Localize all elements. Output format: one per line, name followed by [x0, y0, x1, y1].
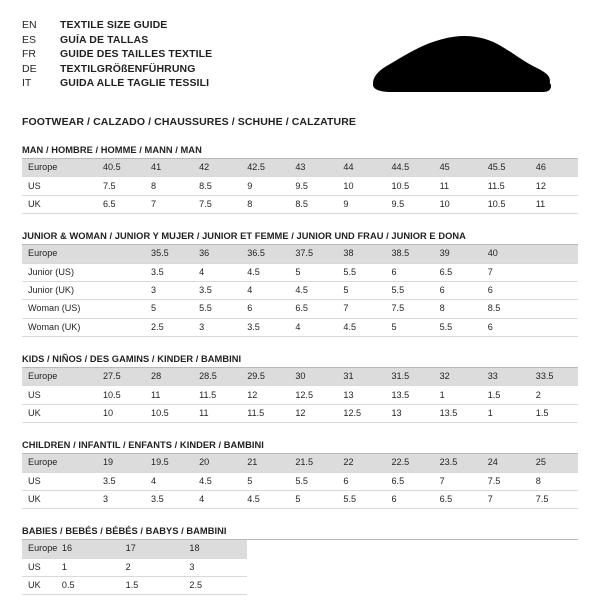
size-cell: 4 — [193, 263, 241, 281]
row-header: Europe — [22, 368, 97, 386]
table-row — [22, 159, 578, 177]
size-table — [22, 368, 578, 423]
size-cell: 19 — [97, 454, 145, 472]
row-header: UK — [22, 577, 56, 595]
size-cell: 10.5 — [386, 177, 434, 195]
size-cell — [97, 318, 145, 336]
size-cell: 1.5 — [530, 404, 578, 422]
size-cell: 7 — [434, 472, 482, 490]
dress-shoe-icon — [367, 34, 552, 101]
size-cell: 10.5 — [482, 195, 530, 213]
language-code: FR — [22, 48, 36, 61]
language-title: GUIDE DES TAILLES TEXTILE — [60, 48, 213, 61]
table-row — [22, 386, 578, 404]
size-cell — [530, 318, 578, 336]
size-cell: 5.5 — [434, 318, 482, 336]
table-row — [22, 558, 247, 576]
size-cell: 10.5 — [145, 404, 193, 422]
size-cell: 5.5 — [289, 472, 337, 490]
size-cell: 39 — [434, 245, 482, 263]
size-cell: 12 — [241, 386, 289, 404]
size-cell: 20 — [193, 454, 241, 472]
size-group-label: KIDS / NIÑOS / DES GAMINS / KINDER / BAMBINI — [22, 354, 242, 364]
table-row — [22, 281, 578, 299]
size-cell: 37.5 — [289, 245, 337, 263]
size-cell: 44 — [337, 159, 385, 177]
size-cell: 6.5 — [434, 490, 482, 508]
size-cell: 11.5 — [193, 386, 241, 404]
size-cell: 36 — [193, 245, 241, 263]
size-cell: 7 — [337, 300, 385, 318]
size-cell: 21 — [241, 454, 289, 472]
size-group-label: MAN / HOMBRE / HOMME / MANN / MAN — [22, 145, 202, 155]
size-cell: 19.5 — [145, 454, 193, 472]
size-cell: 4 — [289, 318, 337, 336]
size-cell: 3.5 — [193, 281, 241, 299]
size-cell: 16 — [56, 540, 120, 558]
size-cell: 8 — [145, 177, 193, 195]
size-cell: 1 — [482, 404, 530, 422]
size-cell: 44.5 — [386, 159, 434, 177]
language-code: ES — [22, 33, 37, 46]
size-cell: 3 — [145, 281, 193, 299]
size-cell: 11.5 — [482, 177, 530, 195]
size-cell: 31 — [337, 368, 385, 386]
row-header: UK — [22, 490, 97, 508]
size-cell: 5 — [386, 318, 434, 336]
size-cell: 11 — [434, 177, 482, 195]
size-cell: 9.5 — [386, 195, 434, 213]
size-cell: 7 — [145, 195, 193, 213]
size-cell — [97, 281, 145, 299]
size-cell — [97, 245, 145, 263]
size-cell: 7.5 — [386, 300, 434, 318]
size-cell: 12.5 — [289, 386, 337, 404]
table-row — [22, 454, 578, 472]
language-title: GUÍA DE TALLAS — [60, 33, 149, 46]
size-cell: 11.5 — [241, 404, 289, 422]
size-cell: 7.5 — [97, 177, 145, 195]
size-cell: 0.5 — [56, 577, 120, 595]
size-group — [22, 354, 578, 423]
language-code: DE — [22, 62, 37, 75]
size-cell: 22 — [337, 454, 385, 472]
size-cell: 8.5 — [193, 177, 241, 195]
size-table — [22, 454, 578, 509]
size-cell: 5 — [337, 281, 385, 299]
size-cell: 6 — [434, 281, 482, 299]
size-cell: 40 — [482, 245, 530, 263]
table-row — [22, 263, 578, 281]
table-row — [22, 540, 247, 558]
row-header: Woman (UK) — [22, 318, 97, 336]
size-cell: 10 — [434, 195, 482, 213]
size-cell — [97, 263, 145, 281]
row-header: Junior (US) — [22, 263, 97, 281]
size-cell: 10 — [337, 177, 385, 195]
size-cell: 1.5 — [482, 386, 530, 404]
size-group — [22, 145, 578, 214]
language-row — [22, 76, 212, 91]
language-title: GUIDA ALLE TAGLIE TESSILI — [60, 77, 210, 90]
size-cell: 5.5 — [193, 300, 241, 318]
size-cell — [530, 245, 578, 263]
size-cell: 13 — [337, 386, 385, 404]
language-row — [22, 18, 212, 33]
size-cell: 12 — [530, 177, 578, 195]
size-cell: 45.5 — [482, 159, 530, 177]
row-header: Europe — [22, 454, 97, 472]
size-cell: 38.5 — [386, 245, 434, 263]
size-cell: 7 — [482, 263, 530, 281]
size-cell: 46 — [530, 159, 578, 177]
language-title-list — [22, 18, 212, 91]
size-cell: 1 — [56, 558, 120, 576]
table-row — [22, 177, 578, 195]
size-cell: 3 — [183, 558, 247, 576]
size-cell: 17 — [120, 540, 184, 558]
size-cell: 8.5 — [482, 300, 530, 318]
size-cell: 4.5 — [241, 490, 289, 508]
size-cell: 27.5 — [97, 368, 145, 386]
size-cell: 4.5 — [337, 318, 385, 336]
size-cell: 11 — [193, 404, 241, 422]
size-group — [22, 440, 578, 509]
size-cell: 9.5 — [289, 177, 337, 195]
size-cell: 7.5 — [482, 472, 530, 490]
size-cell: 7.5 — [530, 490, 578, 508]
size-cell: 3 — [193, 318, 241, 336]
size-cell: 13.5 — [386, 386, 434, 404]
table-row — [22, 195, 578, 213]
size-cell: 33.5 — [530, 368, 578, 386]
row-header: US — [22, 558, 56, 576]
table-row — [22, 490, 578, 508]
size-cell: 2.5 — [183, 577, 247, 595]
row-header: US — [22, 177, 97, 195]
size-cell: 6.5 — [386, 472, 434, 490]
table-row — [22, 245, 578, 263]
size-table — [22, 540, 247, 595]
size-cell: 29.5 — [241, 368, 289, 386]
size-cell: 11 — [145, 386, 193, 404]
size-table — [22, 245, 578, 337]
row-header: Europe — [22, 245, 97, 263]
language-row — [22, 47, 212, 62]
size-cell: 38 — [337, 245, 385, 263]
size-cell: 4 — [145, 472, 193, 490]
size-cell: 6 — [482, 318, 530, 336]
size-cell — [97, 300, 145, 318]
table-row — [22, 472, 578, 490]
size-cell: 10 — [97, 404, 145, 422]
size-group — [22, 526, 578, 595]
size-cell: 45 — [434, 159, 482, 177]
size-cell: 42.5 — [241, 159, 289, 177]
size-cell: 4.5 — [289, 281, 337, 299]
table-row — [22, 577, 247, 595]
size-cell: 31.5 — [386, 368, 434, 386]
size-cell: 9 — [241, 177, 289, 195]
size-group-label: CHILDREN / INFANTIL / ENFANTS / KINDER / BAMBINI — [22, 440, 264, 451]
row-header: UK — [22, 404, 97, 422]
size-cell: 6 — [337, 472, 385, 490]
size-cell: 13.5 — [434, 404, 482, 422]
size-cell: 23.5 — [434, 454, 482, 472]
size-cell: 5.5 — [337, 490, 385, 508]
row-header: UK — [22, 195, 97, 213]
size-cell: 4 — [241, 281, 289, 299]
size-cell: 28 — [145, 368, 193, 386]
size-cell: 7.5 — [193, 195, 241, 213]
size-cell: 41 — [145, 159, 193, 177]
size-cell: 13 — [386, 404, 434, 422]
size-cell: 18 — [183, 540, 247, 558]
size-cell: 35.5 — [145, 245, 193, 263]
size-cell: 40.5 — [97, 159, 145, 177]
size-cell: 30 — [289, 368, 337, 386]
size-cell: 1.5 — [120, 577, 184, 595]
size-cell: 42 — [193, 159, 241, 177]
size-cell: 12.5 — [337, 404, 385, 422]
size-cell: 6.5 — [289, 300, 337, 318]
size-cell: 33 — [482, 368, 530, 386]
size-cell: 2.5 — [145, 318, 193, 336]
size-cell: 8 — [530, 472, 578, 490]
size-cell: 5.5 — [337, 263, 385, 281]
size-cell — [530, 263, 578, 281]
size-table — [22, 159, 578, 214]
size-cell — [530, 300, 578, 318]
table-row — [22, 300, 578, 318]
size-cell: 9 — [337, 195, 385, 213]
size-group — [22, 231, 578, 337]
size-tables-container — [22, 145, 578, 595]
size-cell: 32 — [434, 368, 482, 386]
size-cell: 6 — [241, 300, 289, 318]
size-cell: 10.5 — [97, 386, 145, 404]
language-title: TEXTILGRÖßENFÜHRUNG — [60, 62, 196, 75]
size-cell: 3.5 — [145, 263, 193, 281]
size-cell: 28.5 — [193, 368, 241, 386]
row-header: Europe — [22, 159, 97, 177]
size-cell: 12 — [289, 404, 337, 422]
row-header: US — [22, 386, 97, 404]
language-title: TEXTILE SIZE GUIDE — [60, 19, 168, 31]
size-cell: 5 — [241, 472, 289, 490]
size-cell: 25 — [530, 454, 578, 472]
size-cell: 1 — [434, 386, 482, 404]
header — [22, 18, 578, 101]
size-cell: 2 — [120, 558, 184, 576]
size-cell: 6 — [386, 263, 434, 281]
table-row — [22, 318, 578, 336]
size-cell: 3 — [97, 490, 145, 508]
size-cell — [530, 281, 578, 299]
table-row — [22, 404, 578, 422]
language-code: IT — [22, 77, 32, 90]
size-cell: 5.5 — [386, 281, 434, 299]
size-cell: 6 — [386, 490, 434, 508]
size-group-label: JUNIOR & WOMAN / JUNIOR Y MUJER / JUNIOR ET FEMME / JUNIOR UND FRAU / JUNIOR E DONA — [22, 231, 466, 242]
size-cell: 6.5 — [97, 195, 145, 213]
size-cell: 24 — [482, 454, 530, 472]
footwear-section-title: FOOTWEAR / CALZADO / CHAUSSURES / SCHUHE / CALZATURE — [22, 116, 357, 128]
size-cell: 11 — [530, 195, 578, 213]
size-cell: 6.5 — [434, 263, 482, 281]
size-cell: 4.5 — [193, 472, 241, 490]
size-cell: 21.5 — [289, 454, 337, 472]
language-code: EN — [22, 19, 37, 31]
size-cell: 5 — [289, 490, 337, 508]
size-cell: 7 — [482, 490, 530, 508]
size-cell: 4 — [193, 490, 241, 508]
size-cell: 43 — [289, 159, 337, 177]
size-cell: 36.5 — [241, 245, 289, 263]
size-cell: 8.5 — [289, 195, 337, 213]
size-cell: 5 — [145, 300, 193, 318]
row-header: Woman (US) — [22, 300, 97, 318]
size-cell: 4.5 — [241, 263, 289, 281]
row-header: Europe — [22, 540, 56, 558]
table-row — [22, 368, 578, 386]
size-cell: 6 — [482, 281, 530, 299]
size-cell: 5 — [289, 263, 337, 281]
size-cell: 8 — [434, 300, 482, 318]
size-cell: 2 — [530, 386, 578, 404]
row-header: US — [22, 472, 97, 490]
size-cell: 3.5 — [97, 472, 145, 490]
size-cell: 3.5 — [145, 490, 193, 508]
size-cell: 22.5 — [386, 454, 434, 472]
size-group-label: BABIES / BEBÉS / BÉBÉS / BABYS / BAMBINI — [22, 526, 227, 537]
language-row — [22, 33, 212, 48]
size-cell: 8 — [241, 195, 289, 213]
size-cell: 3.5 — [241, 318, 289, 336]
language-row — [22, 62, 212, 77]
row-header: Junior (UK) — [22, 281, 97, 299]
